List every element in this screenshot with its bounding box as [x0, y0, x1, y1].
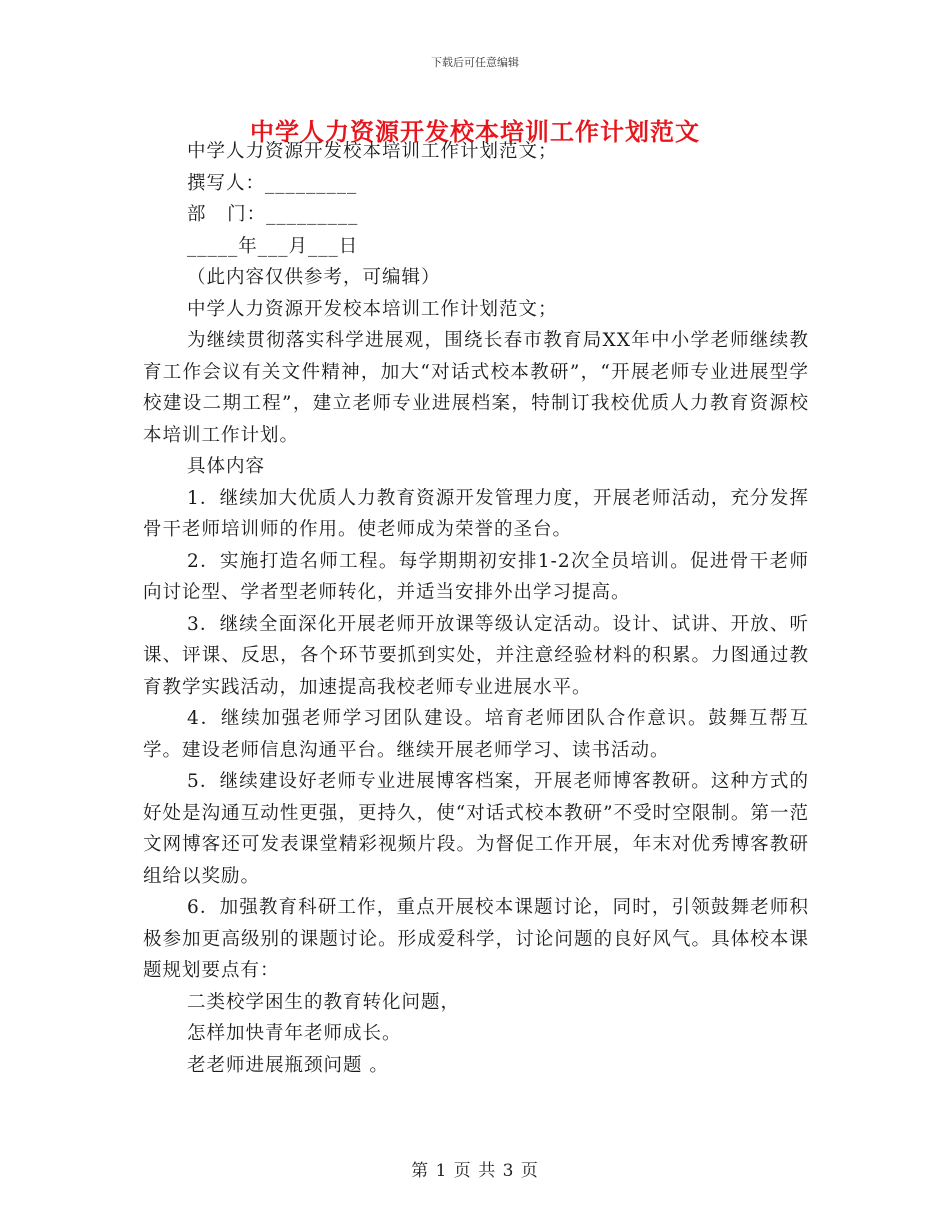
list-item: 4．继续加强老师学习团队建设。培育老师团队合作意识。鼓舞互帮互学。建设老师信息沟通平台。继续开展老师学习、读书活动。 [143, 708, 809, 761]
department-line: 部 门：_________ [187, 204, 359, 225]
list-item: 5．继续建设好老师专业进展博客档案，开展老师博客教研。这种方式的好处是沟通互动性更强，更持久，使“对话式校本教研”不受时空限制。第一范文网博客还可发表课堂精彩视频片段。为督促工作开展，年末对优秀博客教研组给以奖励。 [143, 771, 809, 887]
document-title: 中学人力资源开发校本培训工作计划范文 [250, 117, 700, 146]
list-item: 6．加强教育科研工作，重点开展校本课题讨论，同时，引领鼓舞老师积极参加更高级别的课题讨论。形成爱科学，讨论问题的良好风气。具体校本课题规划要点有： [143, 897, 809, 981]
date-line: _____年___月___日 [187, 235, 359, 257]
intro-paragraph: 为继续贯彻落实科学进展观，围绕长春市教育局XX年中小学老师继续教育工作会议有关文件精神，加大“对话式校本教研”，“开展老师专业进展型学校建设二期工程”，建立老师专业进展档案，特制订我校优质人力教育资源校本培训工作计划。 [143, 330, 809, 446]
header-note: 下载后可任意编辑 [431, 56, 519, 69]
document-body [143, 136, 809, 1081]
topic-item: 二类校学困生的教育转化问题， [187, 991, 461, 1013]
reference-note: （此内容仅供参考，可编辑） [187, 267, 441, 288]
subtitle-repeat-line: 中学人力资源开发校本培训工作计划范文； [187, 298, 558, 320]
topic-item: 老老师进展瓶颈问题 。 [187, 1054, 389, 1076]
page-footer: 第 1 页 共 3 页 [411, 1161, 539, 1181]
section-heading: 具体内容 [187, 456, 266, 477]
list-item: 2．实施打造名师工程。每学期期初安排1-2次全员培训。促进骨干老师向讨论型、学者型老师转化，并适当安排外出学习提高。 [143, 550, 809, 603]
list-item: 3．继续全面深化开展老师开放课等级认定活动。设计、试讲、开放、听课、评课、反思，各个环节要抓到实处，并注意经验材料的积累。力图通过教育教学实践活动，加速提高我校老师专业进展水平。 [143, 613, 809, 698]
author-line: 撰写人：_________ [187, 172, 358, 194]
subtitle-line: 中学人力资源开发校本培训工作计划范文； [187, 141, 558, 162]
topic-item: 怎样加快青年老师成长。 [187, 1023, 402, 1044]
list-item: 1．继续加大优质人力教育资源开发管理力度，开展老师活动，充分发挥骨干老师培训师的作用。使老师成为荣誉的圣台。 [143, 487, 809, 540]
